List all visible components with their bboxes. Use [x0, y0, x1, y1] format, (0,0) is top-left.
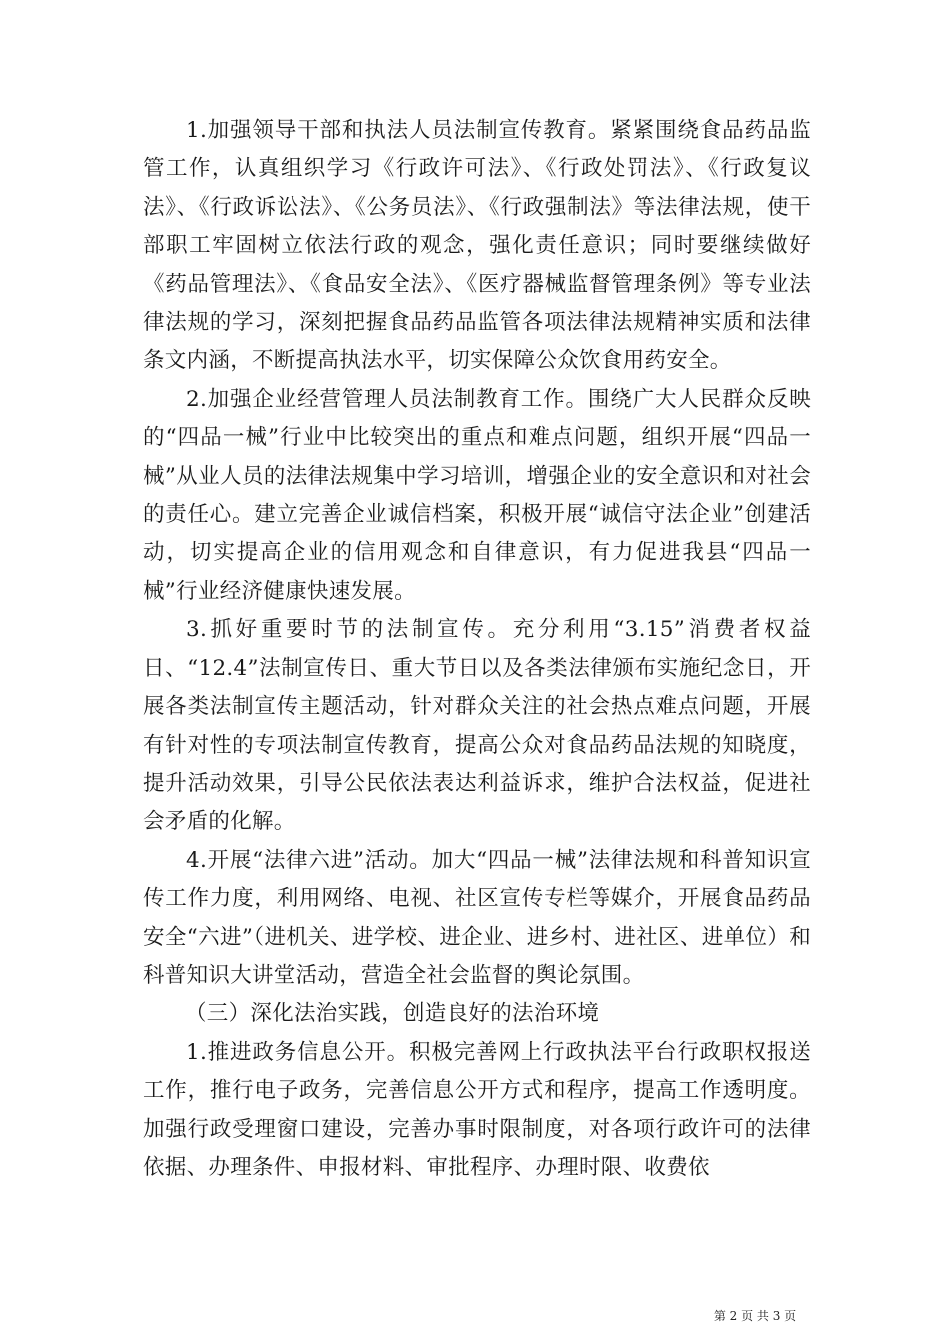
document-body [143, 112, 811, 1187]
paragraph-enterprise-education: 2.加强企业经营管理人员法制教育工作。围绕广大人民群众反映的“四品一械”行业中比较突出的重点和难点问题，组织开展“四品一械”从业人员的法律法规集中学习培训，增强企业的安全意识和对社会的责任心。建立完善企业诚信档案，积极开展“诚信守法企业”创建活动，切实提高企业的信用观念和自律意识，有力促进我县“四品一械”行业经济健康快速发展。 [143, 386, 811, 604]
paragraph-government-info-disclosure: 1.推进政务信息公开。积极完善网上行政执法平台行政职权报送工作，推行电子政务，完善信息公开方式和程序，提高工作透明度。加强行政受理窗口建设，完善办事时限制度，对各项行政许可的法律依据、办理条件、申报材料、审批程序、办理时限、收费依 [143, 1039, 811, 1180]
paragraph-leader-training: 1.加强领导干部和执法人员法制宣传教育。紧紧围绕食品药品监管工作，认真组织学习《行政许可法》、《行政处罚法》、《行政复议法》、《行政诉讼法》、《公务员法》、《行政强制法》等法律法规，使干部职工牢固树立依法行政的观念，强化责任意识；同时要继续做好《药品管理法》、《食品安全法》、《医疗器械监督管理条例》等专业法律法规的学习，深刻把握食品药品监管各项法律法规精神实质和法律条文内涵，不断提高执法水平，切实保障公众饮食用药安全。 [143, 118, 811, 374]
paragraph-key-dates-publicity: 3.抓好重要时节的法制宣传。充分利用“3.15”消费者权益日、“12.4”法制宣传日、重大节日以及各类法律颁布实施纪念日，开展各类法制宣传主题活动，针对群众关注的社会热点难点问题，开展有针对性的专项法制宣传教育，提高公众对食品药品法规的知晓度，提升活动效果，引导公民依法表达利益诉求，维护合法权益，促进社会矛盾的化解。 [143, 617, 811, 835]
section-heading-rule-of-law-practice: （三）深化法治实践，创造良好的法治环境 [185, 1001, 600, 1027]
page-number-footer: 第 2 页 共 3 页 [713, 1309, 797, 1323]
paragraph-six-entries-activity: 4.开展“法律六进”活动。加大“四品一械”法律法规和科普知识宣传工作力度，利用网络、电视、社区宣传专栏等媒介，开展食品药品安全“六进”（进机关、进学校、进企业、进乡村、进社区、进单位）和科普知识大讲堂活动，营造全社会监督的舆论氛围。 [143, 847, 811, 988]
